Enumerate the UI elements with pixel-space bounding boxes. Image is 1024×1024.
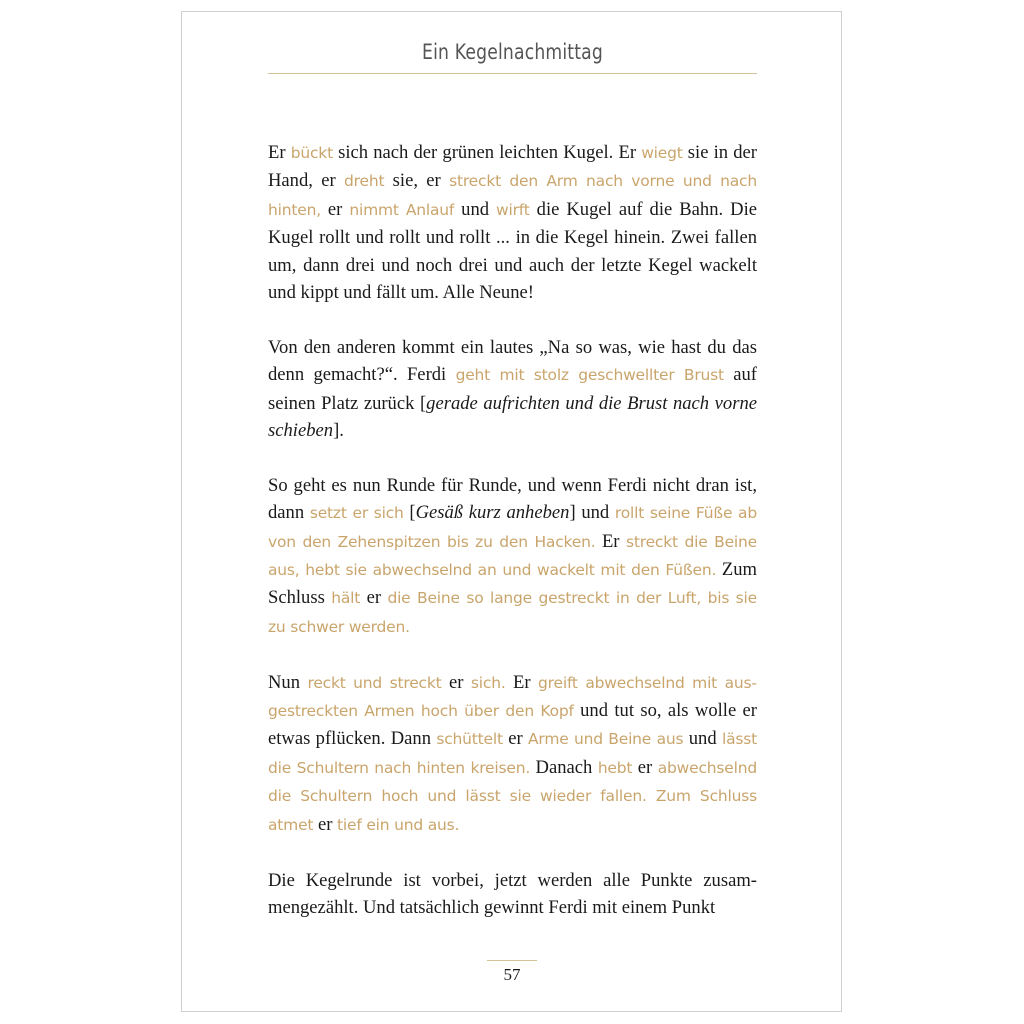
movement-instruction: die Beine so lange gestreckt in der Luft, bis sie zu schwer werden. [268, 589, 758, 636]
narrative-text: er [441, 671, 471, 693]
body-text [268, 139, 757, 921]
movement-instruction: nimmt Anlauf [349, 200, 455, 219]
narrative-text: er [632, 756, 658, 778]
narrative-text: ]. [333, 420, 344, 442]
movement-instruction: wirft [496, 200, 530, 219]
page-number: 57 [503, 965, 521, 984]
paragraph [268, 867, 757, 922]
movement-instruction: dreht [344, 172, 385, 191]
movement-instruction: tief ein und aus. [337, 815, 460, 834]
chapter-title: Ein Kegelnachmittag [422, 40, 603, 64]
italic-note: Gesäß kurz anheben [415, 502, 570, 524]
narrative-text: er [502, 728, 529, 750]
narrative-text: sie, er [384, 170, 450, 192]
movement-instruction: streckt den Arm nach vorne und nach hinten, [268, 172, 757, 219]
page-header [268, 36, 757, 74]
movement-instruction: schüttelt [436, 730, 503, 749]
narrative-text: und [683, 728, 722, 750]
narrative-text: Er [595, 530, 627, 552]
narrative-text: sie in der Hand, er [268, 142, 757, 192]
narrative-text: er [313, 813, 338, 835]
movement-instruction: sich. [470, 673, 506, 692]
movement-instruction: reckt und streckt [307, 673, 442, 692]
narrative-text: Danach [530, 756, 598, 778]
narrative-text: und tut so, als wolle er etwas pflücken. Dann [268, 700, 758, 750]
narrative-text: und [454, 198, 497, 220]
narrative-text: Er [505, 671, 539, 693]
narrative-text: die Kugel auf die Bahn. Die Kugel rollt und rollt und rollt ... in die Kegel hinein. Zwei fallen um, dann drei und noch drei und auch der letzte Kegel wackelt und kippt und fällt um. Alle Neune! [268, 198, 757, 304]
movement-instruction: streckt die Beine aus, hebt sie abwechselnd an und wackelt mit den Füßen. [268, 532, 757, 580]
movement-instruction: Arme und Beine aus [528, 730, 684, 749]
movement-instruction: hält [331, 589, 361, 608]
narrative-text: Er [268, 142, 291, 163]
footer-rule [487, 960, 537, 961]
narrative-text: auf seinen Platz zurück [ [268, 364, 757, 414]
paragraph [268, 139, 757, 306]
movement-instruction: hebt [597, 758, 633, 777]
narrative-text: Zum Schluss [268, 559, 757, 609]
movement-instruction: greift abwechselnd mit ausgestreckten Armen hoch über den Kopf [268, 673, 757, 721]
movement-instruction: setzt er sich [309, 504, 404, 523]
narrative-text: Von den anderen kommt ein lautes „Na so was, wie hast du das denn gemacht?“. Ferdi [268, 336, 757, 386]
narrative-text: sich nach der grünen leichten Kugel. Er [332, 142, 642, 163]
paragraph [268, 472, 757, 641]
narrative-text: er [360, 587, 388, 609]
paragraph [268, 334, 757, 445]
movement-instruction: bückt [290, 144, 333, 162]
narrative-text: ] und [569, 502, 615, 524]
narrative-text: er [320, 198, 350, 220]
narrative-text: So geht es nun Runde für Runde, und wenn Ferdi nicht dran ist, dann [268, 474, 757, 524]
movement-instruction: abwechselnd die Schultern hoch und lässt sie wieder fallen. Zum Schluss atmet [268, 758, 757, 834]
movement-instruction: geht mit stolz geschwellter Brust [455, 366, 724, 385]
movement-instruction: rollt seine Füße ab von den Zehenspitzen bis zu den Hacken. [268, 504, 757, 551]
movement-instruction: wiegt [641, 144, 683, 162]
header-rule [268, 73, 757, 74]
italic-note: gerade aufrichten und die Brust nach vorne schieben [268, 392, 758, 442]
narrative-text: [ [403, 502, 416, 524]
paragraph [268, 669, 757, 839]
narrative-text: Nun [268, 671, 308, 693]
narrative-text: Die Kegelrunde ist vorbei, jetzt werden alle Punkte zusammengezählt. Und tatsächlich gewinnt Ferdi mit einem Punkt [268, 869, 757, 918]
movement-instruction: lässt die Schultern nach hinten kreisen. [268, 730, 758, 777]
